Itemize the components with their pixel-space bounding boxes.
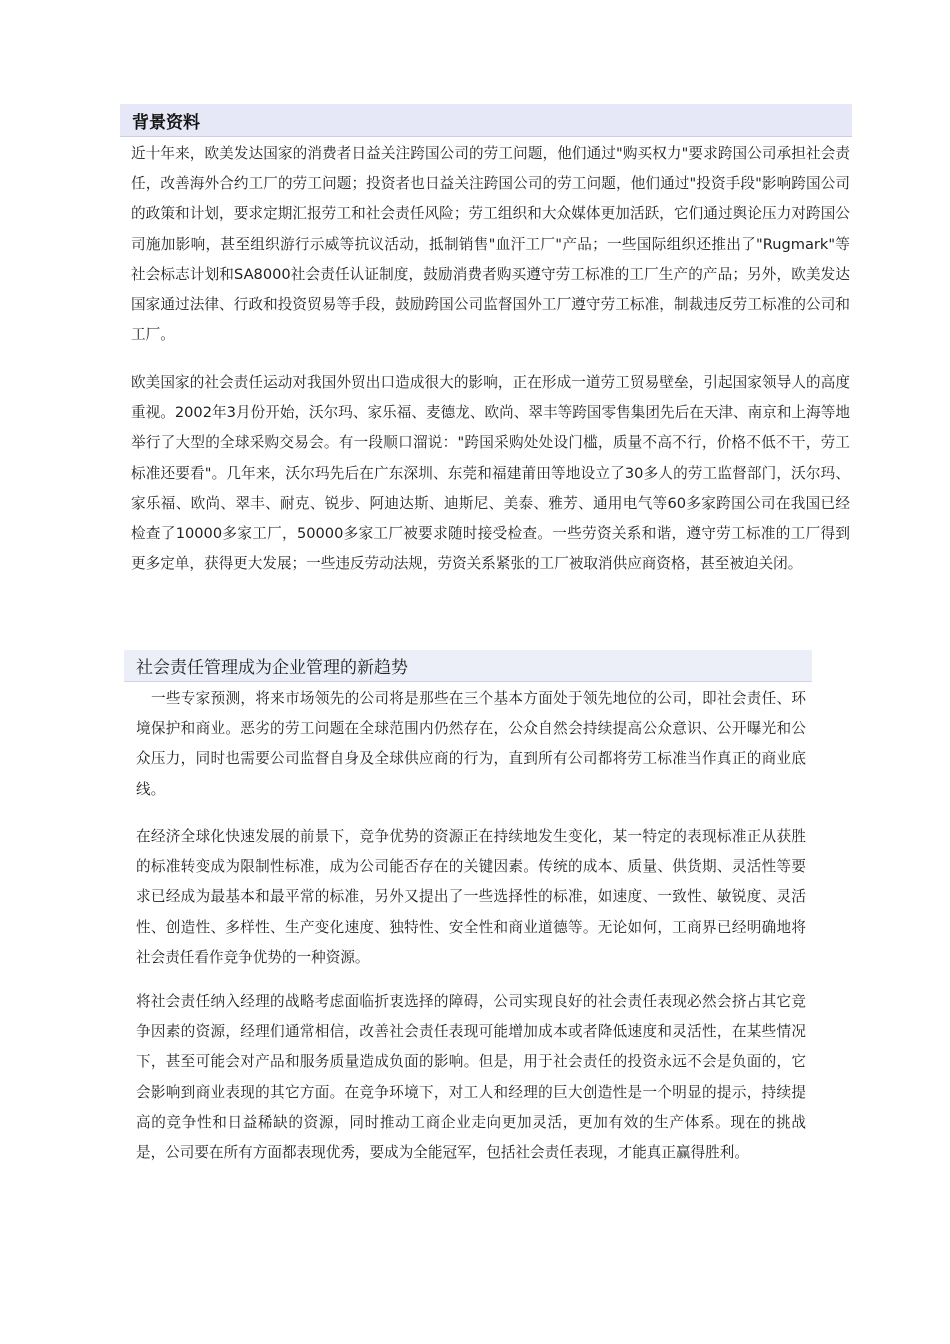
section-title: 社会责任管理成为企业管理的新趋势 (136, 658, 408, 678)
paragraph: 欧美国家的社会责任运动对我国外贸出口造成很大的影响，正在形成一道劳工贸易壁垒，引起国家领导人的高度重视。2002年3月份开始，沃尔玛、家乐福、麦德龙、欧尚、翠丰等跨国零售集团先后在天津、南京和上海等地举行了大型的全球采购交易会。有一段顺口溜说："跨国采购处处设门槛，质量不高不行，价格不低不干，劳工标准还要看"。几年来，沃尔玛先后在广东深圳、东莞和福建莆田等地设立了30多人的劳工监督部门，沃尔玛、家乐福、欧尚、翠丰、耐克、锐步、阿迪达斯、迪斯尼、美泰、雅芳、通用电气等60多家跨国公司在我国已经检查了10000多家工厂，50000多家工厂被要求随时接受检查。一些劳资关系和谐，遵守劳工标准的工厂得到更多定单，获得更大发展；一些违反劳动法规，劳资关系紧张的工厂被取消供应商资格，甚至被迫关闭。 (131, 374, 850, 573)
section-heading-background (120, 104, 852, 137)
paragraph: 近十年来，欧美发达国家的消费者日益关注跨国公司的劳工问题，他们通过"购买权力"要求跨国公司承担社会责任，改善海外合约工厂的劳工问题；投资者也日益关注跨国公司的劳工问题，他们通过"投资手段"影响跨国公司的政策和计划，要求定期汇报劳工和社会责任风险；劳工组织和大众媒体更加活跃，它们通过舆论压力对跨国公司施加影响，甚至组织游行示威等抗议活动，抵制销售"血汗工厂"产品；一些国际组织还推出了"Rugmark"等社会标志计划和SA8000社会责任认证制度，鼓励消费者购买遵守劳工标准的工厂生产的产品；另外，欧美发达国家通过法律、行政和投资贸易等手段，鼓励跨国公司监督国外工厂遵守劳工标准，制裁违反劳工标准的公司和工厂。 (131, 145, 850, 344)
paragraph: 在经济全球化快速发展的前景下，竞争优势的资源正在持续地发生变化，某一特定的表现标准正从获胜的标准转变成为限制性标准，成为公司能否存在的关键因素。传统的成本、质量、供货期、灵活性等要求已经成为最基本和最平常的标准，另外又提出了一些选择性的标准，如速度、一致性、敏锐度、灵活性、创造性、多样性、生产变化速度、独特性、安全性和商业道德等。无论如何，工商界已经明确地将社会责任看作竞争优势的一种资源。 (136, 828, 806, 966)
section-title: 背景资料 (132, 112, 200, 133)
section-heading-trend (124, 650, 812, 682)
paragraph: 将社会责任纳入经理的战略考虑面临折衷选择的障碍，公司实现良好的社会责任表现必然会挤占其它竞争因素的资源，经理们通常相信，改善社会责任表现可能增加成本或者降低速度和灵活性，在某些情况下，甚至可能会对产品和服务质量造成负面的影响。但是，用于社会责任的投资永远不会是负面的，它会影响到商业表现的其它方面。在竞争环境下，对工人和经理的巨大创造性是一个明显的提示，持续提高的竞争性和日益稀缺的资源，同时推动工商企业走向更加灵活，更加有效的生产体系。现在的挑战是，公司要在所有方面都表现优秀，要成为全能冠军，包括社会责任表现，才能真正赢得胜利。 (136, 993, 806, 1162)
paragraph: 一些专家预测，将来市场领先的公司将是那些在三个基本方面处于领先地位的公司，即社会责任、环境保护和商业。恶劣的劳工问题在全球范围内仍然存在，公众自然会持续提高公众意识、公开曝光和公众压力，同时也需要公司监督自身及全球供应商的行为，直到所有公司都将劳工标准当作真正的商业底线。 (136, 690, 806, 798)
